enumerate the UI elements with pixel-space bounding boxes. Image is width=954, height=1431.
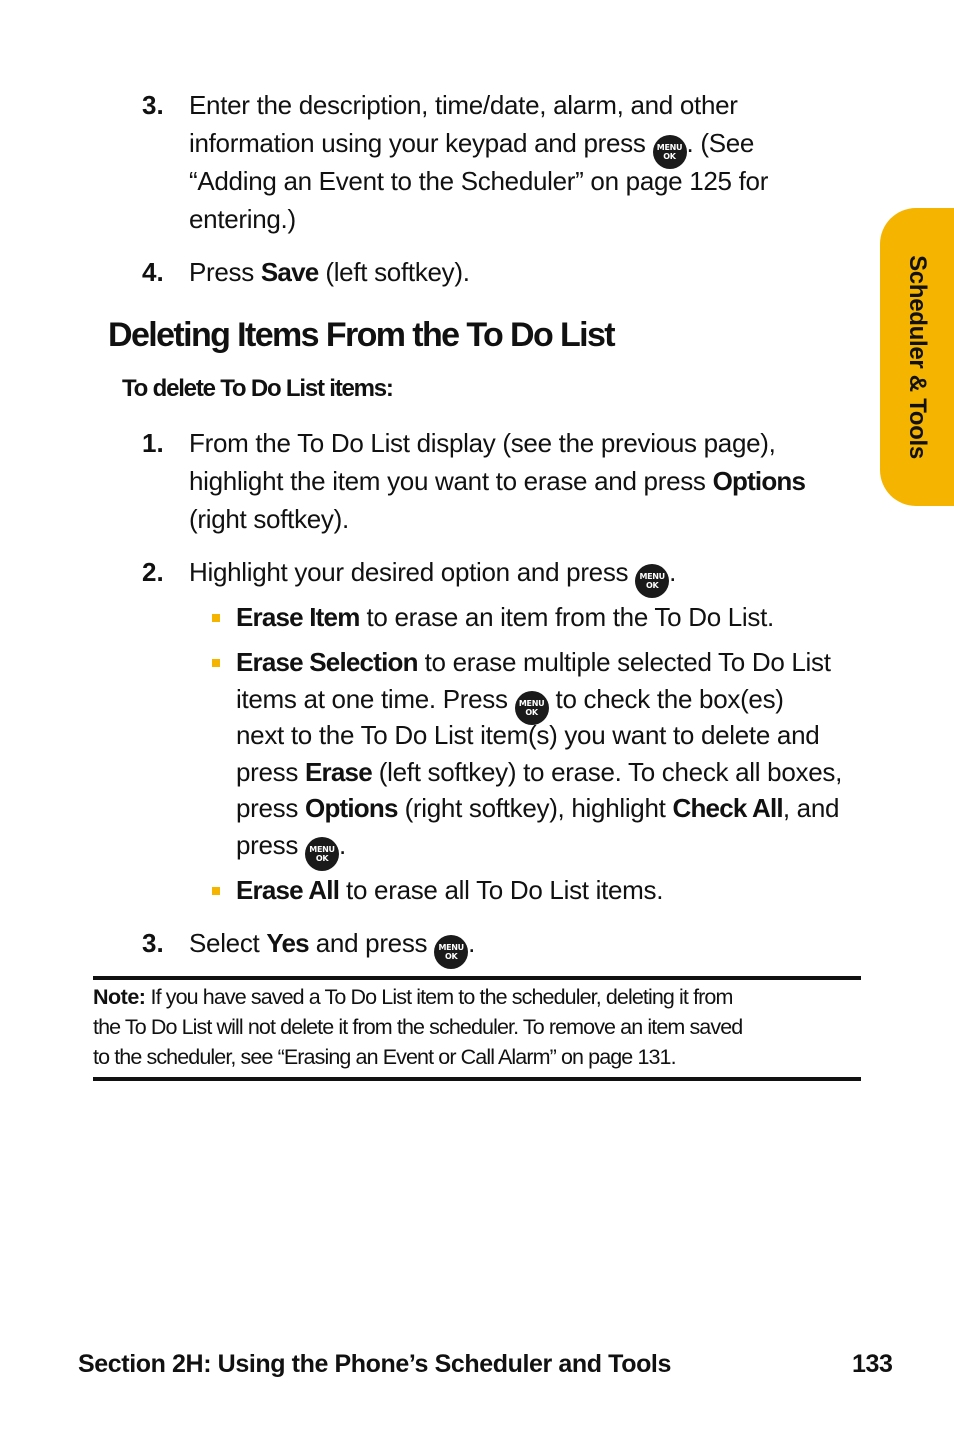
bullet-icon <box>212 887 220 895</box>
bullet-text: press Options (right softkey), highlight Check All, and <box>236 793 840 823</box>
page-number: 133 <box>852 1350 893 1378</box>
note-rule-top <box>93 976 861 980</box>
menu-ok-icon: MENU OK <box>653 135 687 169</box>
step-text: From the To Do List display (see the previous page), <box>189 428 776 458</box>
menu-ok-icon: MENU OK <box>515 691 549 725</box>
bullet-text: Erase Selection to erase multiple selected To Do List <box>236 647 831 677</box>
step-text: “Adding an Event to the Scheduler” on page 125 for <box>189 166 769 196</box>
footer-section-title: Section 2H: Using the Phone’s Scheduler and Tools <box>78 1350 671 1378</box>
step-number: 4. <box>142 257 164 287</box>
step-text: (right softkey). <box>189 504 349 534</box>
step-number: 1. <box>142 428 164 458</box>
bullet-icon <box>212 614 220 622</box>
step-text: Enter the description, time/date, alarm, and other <box>189 90 738 120</box>
bullet-text: Erase Item to erase an item from the To Do List. <box>236 602 774 632</box>
step-text: entering.) <box>189 204 296 234</box>
note-text: Note: If you have saved a To Do List item to the scheduler, deleting it from <box>93 985 733 1009</box>
bullet-text: Erase All to erase all To Do List items. <box>236 875 664 905</box>
bullet-text: press Erase (left softkey) to erase. To check all boxes, <box>236 757 842 787</box>
section-tab-label: Scheduler & Tools <box>904 255 931 459</box>
section-heading: Deleting Items From the To Do List <box>108 316 615 354</box>
step-text: Press Save (left softkey). <box>189 257 470 287</box>
note-label: Note: <box>93 985 146 1009</box>
menu-ok-icon: MENU OK <box>434 935 468 969</box>
step-text: information using your keypad and press MENU OK . (See <box>189 125 754 169</box>
procedure-subheading: To delete To Do List items: <box>122 375 393 402</box>
step-number: 3. <box>142 928 164 958</box>
menu-ok-icon: MENU OK <box>635 564 669 598</box>
note-text: the To Do List will not delete it from the scheduler. To remove an item saved <box>93 1015 743 1039</box>
step-text: Select Yes and press MENU OK . <box>189 925 475 969</box>
step-number: 2. <box>142 557 164 587</box>
menu-ok-icon: MENU OK <box>305 837 339 871</box>
step-number: 3. <box>142 90 164 120</box>
bullet-text: next to the To Do List item(s) you want to delete and <box>236 720 820 750</box>
note-text: to the scheduler, see “Erasing an Event or Call Alarm” on page 131. <box>93 1045 676 1069</box>
step-text: highlight the item you want to erase and press Options <box>189 466 806 496</box>
bullet-text: press MENU OK . <box>236 827 346 871</box>
note-rule-bottom <box>93 1077 861 1081</box>
bullet-icon <box>212 659 220 667</box>
step-text: Highlight your desired option and press MENU OK . <box>189 554 676 598</box>
bullet-text: items at one time. Press MENU OK to check the box(es) <box>236 681 784 725</box>
section-tab <box>880 208 954 506</box>
